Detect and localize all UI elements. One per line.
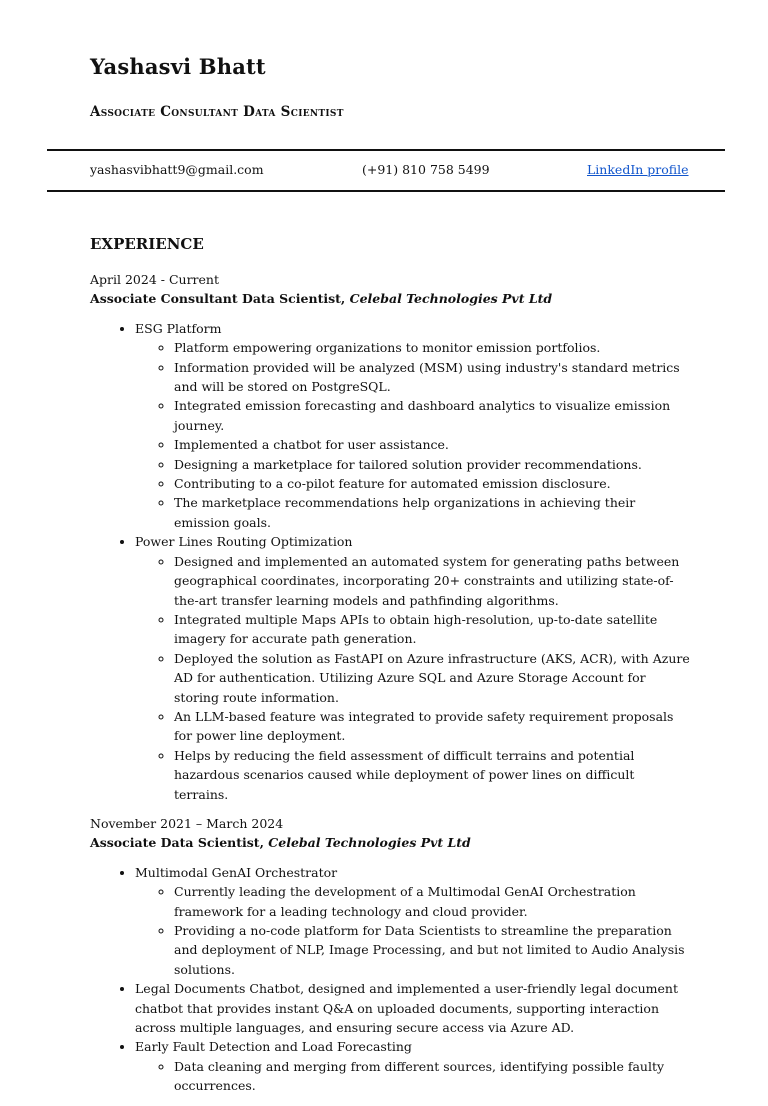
sub-bullet-item: ◦ Currently leading the development of a Multimodal GenAI Orchestration framework for a leading technology and cloud provider. (174, 882, 690, 921)
job-role: Associate Consultant Data Scientist, (90, 291, 346, 307)
job-date: April 2024 - Current (90, 272, 219, 287)
bullet-item (135, 979, 690, 1037)
sub-bullet-item: ◦ Information provided will be analyzed (MSM) using industry's standard metrics and will be stored on PostgreSQL. (174, 358, 690, 397)
job-bullet-list (90, 863, 690, 1096)
job-company: Celebal Technologies Pvt Ltd (268, 835, 471, 851)
job-role: Associate Data Scientist, (90, 835, 264, 851)
sub-bullet-list (135, 338, 690, 532)
sub-bullet-item: ◦ Implemented a chatbot for user assistance. (174, 435, 690, 454)
experience-list (90, 270, 690, 1106)
contact-email: yashasvibhatt9@gmail.com (90, 162, 264, 177)
job-title (90, 833, 690, 852)
sub-bullet-item: ◦ Data cleaning and merging from different sources, identifying possible faulty occurrences. (174, 1057, 690, 1096)
sub-bullet-item: ◦ Helps by reducing the field assessment of difficult terrains and potential hazardous scenarios caused while deployment of power lines on difficult terrains. (174, 746, 690, 804)
job-bullet-list (90, 319, 690, 804)
sub-bullet-list (135, 552, 690, 804)
bullet-item (135, 319, 690, 532)
bullet-item (135, 1037, 690, 1095)
sub-bullet-item: ◦ An LLM-based feature was integrated to provide safety requirement proposals for power line deployment. (174, 707, 690, 746)
job-title (90, 289, 690, 308)
job-entry (90, 814, 690, 1096)
sub-bullet-item: ◦ Deployed the solution as FastAPI on Azure infrastructure (AKS, ACR), with Azure AD for authentication. Utilizing Azure SQL and Azure Storage Account for storing route information. (174, 649, 690, 707)
sub-bullet-item: ◦ Integrated emission forecasting and dashboard analytics to visualize emission journey. (174, 396, 690, 435)
bullet-text: Multimodal GenAI Orchestrator (135, 864, 338, 880)
sub-bullet-item: ◦ Integrated multiple Maps APIs to obtain high-resolution, up-to-date satellite imagery for accurate path generation. (174, 610, 690, 649)
sub-bullet-item: ◦ Designed and implemented an automated system for generating paths between geographical coordinates, incorporating 20+ constraints and utilizing state-of-the-art transfer learning models and pathfinding algorithms. (174, 552, 690, 610)
bullet-text: Power Lines Routing Optimization (135, 534, 353, 550)
divider-bottom (47, 190, 725, 192)
sub-bullet-item: ◦ Contributing to a co-pilot feature for automated emission disclosure. (174, 474, 690, 493)
job-subtitle: Associate Consultant Data Scientist (90, 104, 344, 120)
sub-bullet-list (135, 882, 690, 979)
sub-bullet-item: ◦ Providing a no-code platform for Data Scientists to streamline the preparation and deployment of NLP, Image Processing, and but not limited to Audio Analysis solutions. (174, 921, 690, 979)
bullet-item (135, 532, 690, 804)
divider-top (47, 149, 725, 151)
bullet-text: Legal Documents Chatbot, designed and implemented a user-friendly legal document chatbot that provides instant Q&A on uploaded documents, supporting interaction across multiple languages, and ensuring secure access via Azure AD. (135, 981, 678, 1036)
job-company: Celebal Technologies Pvt Ltd (349, 291, 553, 307)
bullet-text: ESG Platform (135, 320, 222, 336)
bullet-item (135, 863, 690, 979)
job-date: November 2021 – March 2024 (90, 815, 284, 831)
sub-bullet-item: ◦ The marketplace recommendations help organizations in achieving their emission goals. (174, 493, 690, 532)
linkedin-link[interactable]: LinkedIn profile (587, 162, 689, 177)
sub-bullet-item: ◦ Designing a marketplace for tailored solution provider recommendations. (174, 455, 690, 474)
bullet-text: Early Fault Detection and Load Forecasting (135, 1039, 412, 1055)
sub-bullet-list (135, 1057, 690, 1096)
sub-bullet-item: ◦ Platform empowering organizations to monitor emission portfolios. (174, 338, 690, 357)
candidate-name: Yashasvi Bhatt (90, 54, 266, 79)
section-title-experience: EXPERIENCE (90, 235, 204, 253)
contact-phone: (+91) 810 758 5499 (362, 162, 490, 177)
job-entry (90, 270, 690, 804)
